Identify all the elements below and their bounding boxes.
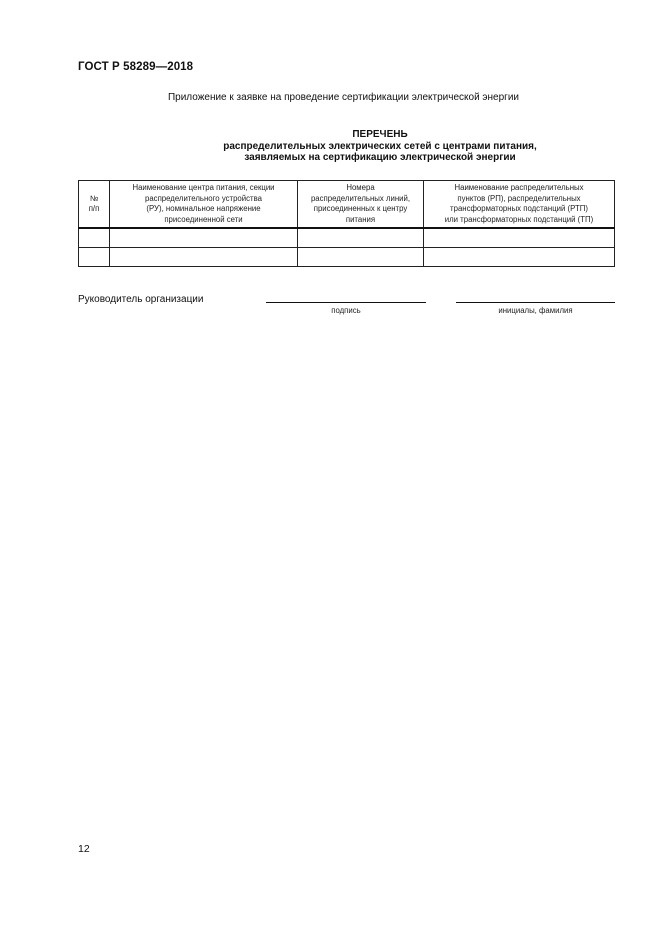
- header-line-numbers: Номера распределительных линий, присоединенных к центру питания: [298, 181, 424, 229]
- list-title-block: [110, 129, 650, 164]
- title-line-3: заявляемых на сертификацию электрической энергии: [244, 152, 516, 163]
- table-row: [79, 228, 615, 248]
- document-standard-header: ГОСТ Р 58289—2018: [78, 61, 194, 73]
- header-number: № п/п: [79, 181, 110, 229]
- header-distribution-points: Наименование распределительных пунктов (РП), распределительных трансформаторных подстанций (РТП) или трансформаторных подстанций (ТП): [424, 181, 615, 229]
- distribution-networks-table: [78, 180, 615, 267]
- table-row: [79, 248, 615, 267]
- table-cell: [79, 248, 110, 267]
- distribution-networks-table-wrapper: [78, 180, 615, 267]
- table-cell: [79, 228, 110, 248]
- title-line-1: ПЕРЕЧЕНЬ: [352, 129, 408, 140]
- page-number: 12: [78, 843, 90, 855]
- name-line: [456, 302, 615, 303]
- signature-caption: подпись: [331, 306, 361, 315]
- table-cell: [298, 248, 424, 267]
- signature-label: Руководитель организации: [78, 294, 204, 305]
- table-cell: [298, 228, 424, 248]
- signature-line: [266, 302, 426, 303]
- header-power-center-name: Наименование центра питания, секции распределительного устройства (РУ), номинальное напряжение присоединенной сети: [110, 181, 298, 229]
- name-caption: инициалы, фамилия: [498, 306, 573, 315]
- appendix-note: [0, 92, 661, 103]
- table-cell: [110, 228, 298, 248]
- table-header-row: [79, 181, 615, 229]
- table-cell: [424, 228, 615, 248]
- appendix-note-text: Приложение к заявке на проведение сертификации электрической энергии: [167, 92, 520, 103]
- table-cell: [424, 248, 615, 267]
- title-line-2: распределительных электрических сетей с центрами питания,: [223, 140, 537, 152]
- table-cell: [110, 248, 298, 267]
